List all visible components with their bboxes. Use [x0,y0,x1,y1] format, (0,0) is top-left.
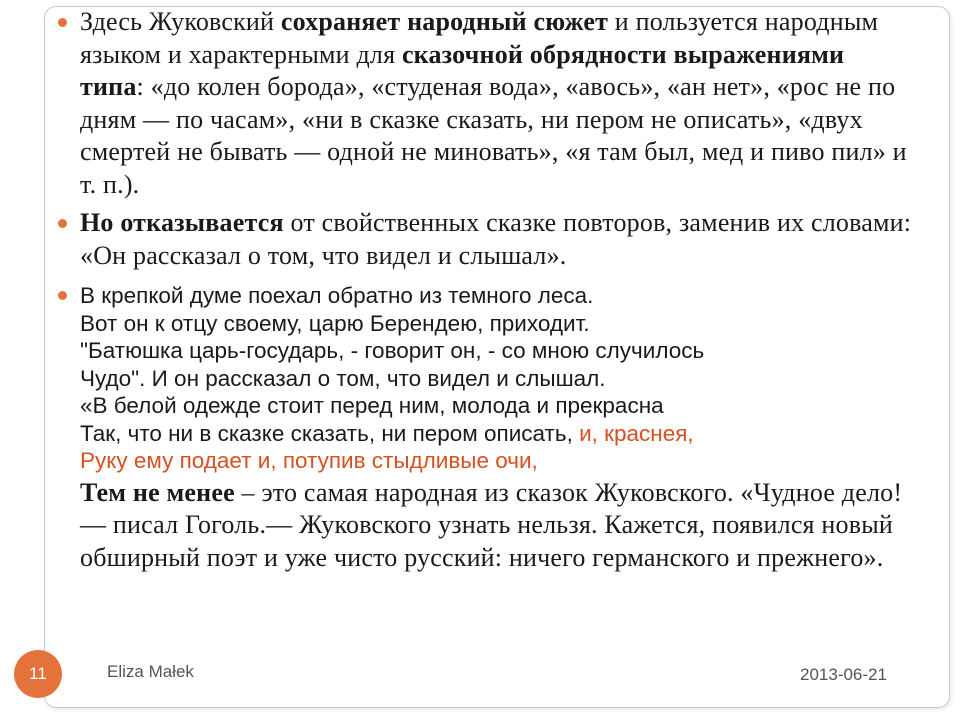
footer-date: 2013-06-21 [800,665,887,684]
text-run-bold: Но отказывается [80,208,284,237]
text-run: "Батюшка царь-государь, - говорит он, - со мною случилось [80,338,705,363]
bullet-icon [58,18,67,27]
quote-line [80,337,912,365]
text-run: и пользуется народным языком и характерными для [80,7,879,69]
page-number-badge [14,650,62,698]
bullet-text-2 [80,207,912,272]
bullet-item-3 [52,282,912,574]
bullet-icon [58,219,67,228]
text-run: Вот он к отцу своему, царю Берендею, приходит. [80,310,590,336]
text-run: Так, что ни в сказке сказать, ни пером описать, [80,420,580,446]
text-run-bold: сказочной обрядности выражениями типа [80,39,845,101]
text-run-accent: Руку ему подает и, потупив стыдливые очи, [80,448,538,473]
slide-content [52,4,912,574]
quote-line [80,282,912,310]
closing-text [80,477,912,575]
quote-line [80,310,912,338]
poem-quote [80,282,912,475]
bullet-item-2 [52,207,912,272]
quote-line [80,392,912,420]
page-number: 11 [29,664,47,683]
text-run-accent: и, краснея, [579,420,694,446]
text-run-bold: сохраняет народный сюжет [280,7,609,36]
text-run: : «до колен борода», «студеная вода», «авось», «ан нет», «рос не по дням — по часам», «ни в сказке сказать, ни пером не описать», «двух смертей не бывать — одной не миновать», «я там был, мед и пиво пил» и т. п.). [80,72,907,199]
footer-author: Eliza Małek [107,662,194,681]
text-run: от свойственных сказке повторов, заменив их словами: «Он рассказал о том, что видел и слышал». [80,208,912,270]
quote-line [80,365,912,393]
bullet-item-1 [52,6,912,201]
text-run: Здесь Жуковский [80,7,281,36]
bullet-text-1 [80,6,912,201]
text-run: «В белой одежде стоит перед ним, молода и прекрасна [80,393,664,418]
text-run-bold: Тем не менее [80,477,235,507]
text-run: – это самая народная из сказок Жуковского. «Чудное дело! — писал Гоголь.— Жуковского узнать нельзя. Кажется, появился новый обширный поэт и уже чисто русский: ничего германского и прежнего». [80,477,903,572]
bullet-icon [58,291,67,300]
quote-line [80,420,912,448]
quote-line [80,447,912,475]
text-run: В крепкой думе поехал обратно из темного леса. [80,283,594,308]
text-run: Чудо". И он рассказал о том, что видел и слышал. [80,365,606,391]
